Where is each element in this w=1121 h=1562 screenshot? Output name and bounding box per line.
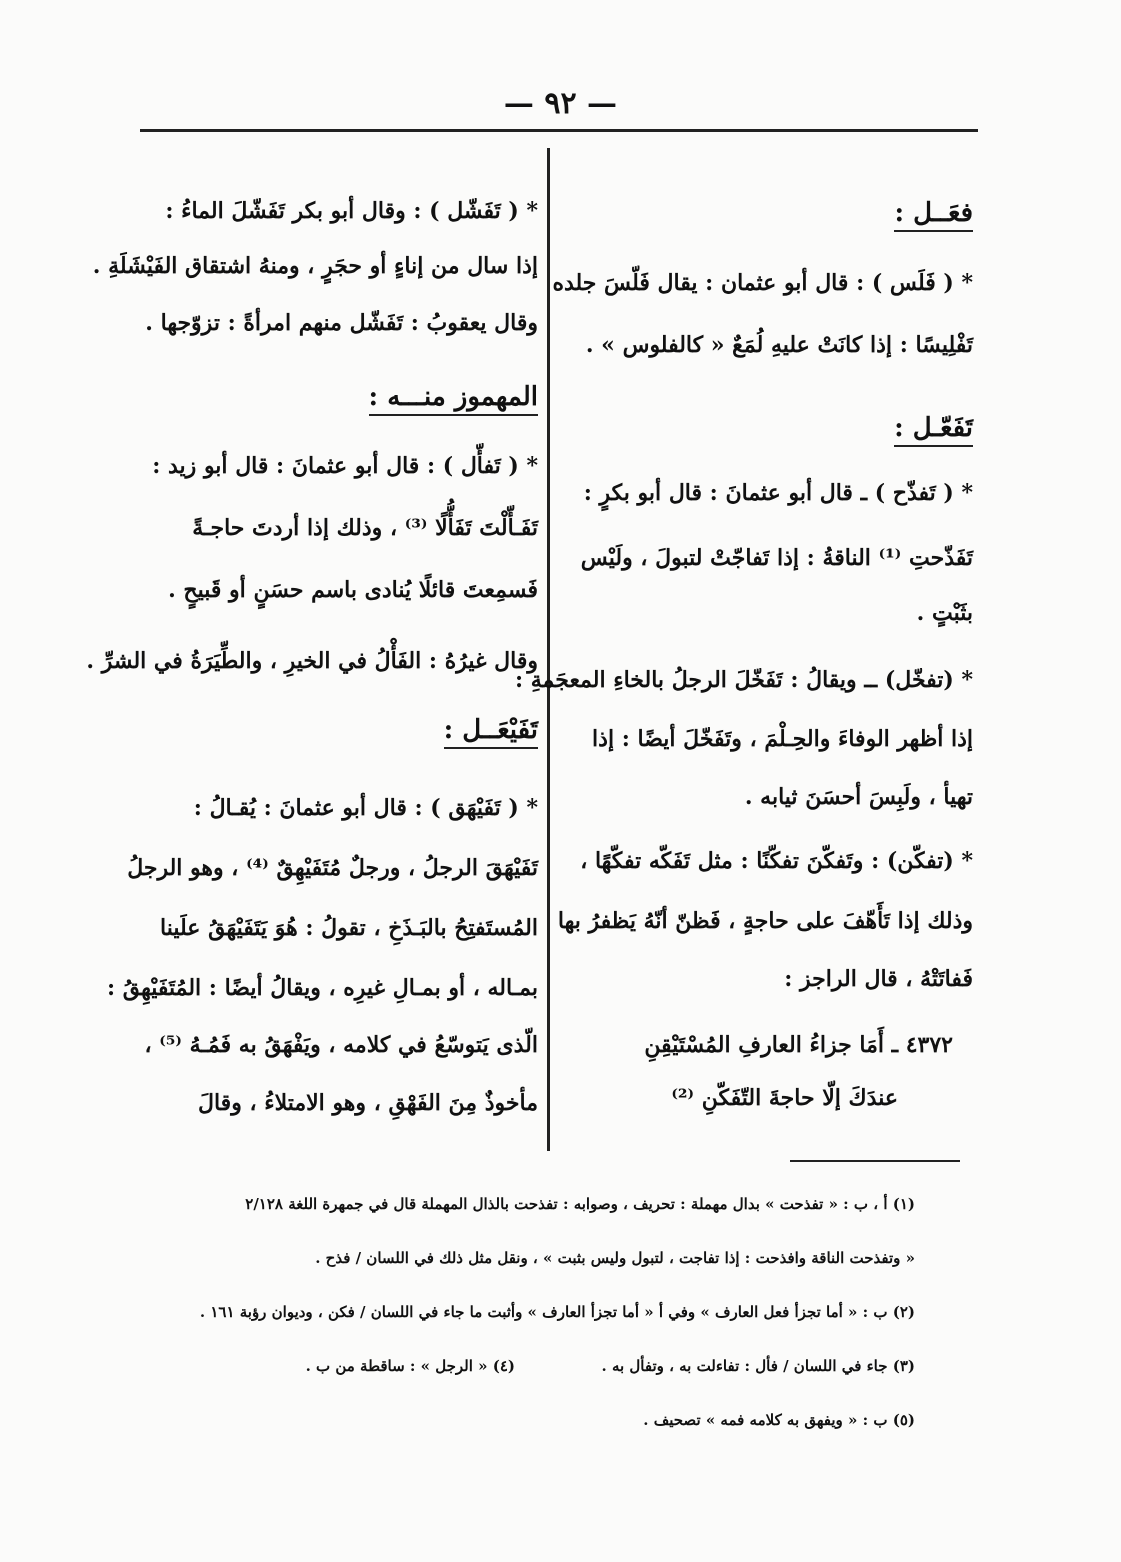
text-line: * ( تَفَيْهَق ) : قال أبو عثمانَ : يُقـالُ : <box>193 795 538 821</box>
column-divider <box>547 148 550 1151</box>
text-line: وقال يعقوبُ : تَفَشّل منهم امرأةً : تزوّجها . <box>145 310 538 336</box>
text-line: تَفَـأّلْتَ تَفَأُّلًا ⁽³⁾ ، وذلك إذا أردتَ حاجـةً <box>192 515 538 541</box>
text-line: المُستَفتِحُ بالبَـذَخِ ، تقولُ : هُوَ يَتَفَيْهَقُ علَينا <box>160 915 538 941</box>
text-line: * (تفكّن) : وتَفكّنَ تفكّنًا : مثل تَفَكّه تفكّهًا ، <box>580 848 973 874</box>
header-rule <box>140 129 978 132</box>
text-line: * (تفخّل) ــ ويقالُ : تَفَخّلَ الرجلُ بالخاءِ المعجَمةِ : <box>514 667 973 693</box>
footnote-3: (٣) جاء في اللسان / فأل : تفاءلت به ، وتفأل به . <box>601 1357 915 1375</box>
text-line: بمـاله ، أو بمـالِ غيرِه ، ويقالُ أيضًا : المُتَفَيْهِقُ : <box>106 975 538 1001</box>
footnote-4: (٤) « الرجل » : ساقطة من ب . <box>305 1357 515 1375</box>
text-line: فَفاتَتْهُ ، قال الراجز : <box>784 966 973 992</box>
text-line: تهيأ ، ولَبِسَ أحسَنَ ثيابه . <box>744 784 973 810</box>
section-heading: فعَــل : <box>894 198 973 232</box>
footnote-1-continued: « وتفذحت الناقة وافذحت : إذا تفاجت ، لتبول وليس بثبت » ، ونقل مثل ذلك في اللسان / فذح . <box>315 1249 915 1267</box>
page-number: — ٩٢ — <box>503 86 618 121</box>
verse-line: ٤٣٧٢ ـ أَمَا جزاءُ العارفِ المُسْتَيْقِنِ <box>644 1032 953 1058</box>
text-line: إذا أظهر الوفاءَ والحِـلْمَ ، وتَفَخّلَ أيضًا : إذا <box>592 726 973 752</box>
text-line: إذا سال من إناءٍ أو حجَرٍ ، ومنهُ اشتقاق الفَيْشَلَةِ . <box>92 253 538 279</box>
footnote-5: (٥) ب : « ويفهق به كلامه فمه » تصحيف . <box>643 1411 915 1429</box>
text-line: بثَبْتٍ . <box>916 600 973 626</box>
section-heading: المهموز منـــه : <box>369 382 538 416</box>
text-line: * ( تَفَشّل ) : وقال أبو بكر تَفَشّلَ الماءُ : <box>165 198 538 224</box>
section-heading: تَفَيْعَــل : <box>444 715 538 749</box>
text-line: * ( فَلَس ) : قال أبو عثمان : يقال فَلّسَ جلده <box>552 270 973 296</box>
footnote-1: (١) أ ، ب : « تفذحت » بدال مهملة : تحريف ، وصوابه : تفذحت بالذال المهملة قال في جمهرة اللغة ٢/١٢٨ <box>245 1195 915 1213</box>
text-line: * ( تَفذّح ) ـ قال أبو عثمانَ : قال أبو بكرٍ : <box>583 480 973 506</box>
text-line: تَفَذّحتِ ⁽¹⁾ الناقةُ : إذا تَفاجّتْ لتبولَ ، ولَيْس <box>580 545 973 571</box>
text-line: فَسمِعتَ قائلًا يُنادى باسم حسَنٍ أو قَبيحٍ . <box>168 577 538 603</box>
text-line: وقال غيرُهُ : الفَأْلُ في الخيرِ ، والطِّيَرَةُ في الشرِّ . <box>86 648 538 674</box>
text-line: وذلك إذا تَأَهّفَ على حاجةٍ ، فَظنّ أنّهُ يَظفرُ بها <box>557 908 973 934</box>
text-line: مأخوذٌ مِنَ الفَهْقِ ، وهو الامتلاءُ ، وقالَ <box>197 1090 538 1116</box>
section-heading: تَفَعّـل : <box>894 413 973 447</box>
text-line: * ( تَفأّل ) : قال أبو عثمانَ : قال أبو زيد : <box>152 453 538 479</box>
footnote-rule <box>790 1160 960 1162</box>
text-line: الّذى يَتوسّعُ في كلامه ، ويَفْهَقُ به فَمُـهُ ⁽⁵⁾ ، <box>144 1032 538 1058</box>
verse-line: عندَكَ إلّا حاجةَ التّفَكّنِ ⁽²⁾ <box>671 1085 898 1111</box>
text-line: تَفَيْهَقَ الرجلُ ، ورجلٌ مُتَفَيْهِقٌ ⁽⁴⁾ ، وهو الرجلُ <box>127 855 538 881</box>
text-line: تَفْلِيسًا : إذا كانَتْ عليهِ لُمَعٌ « كالفلوس » . <box>585 332 973 358</box>
footnote-2: (٢) ب : « أما تجزأ فعل العارف » وفي أ « أما تجزأ العارف » وأثبت ما جاء في اللسان / فكن ، وديوان رؤبة ١٦١ . <box>199 1303 915 1321</box>
